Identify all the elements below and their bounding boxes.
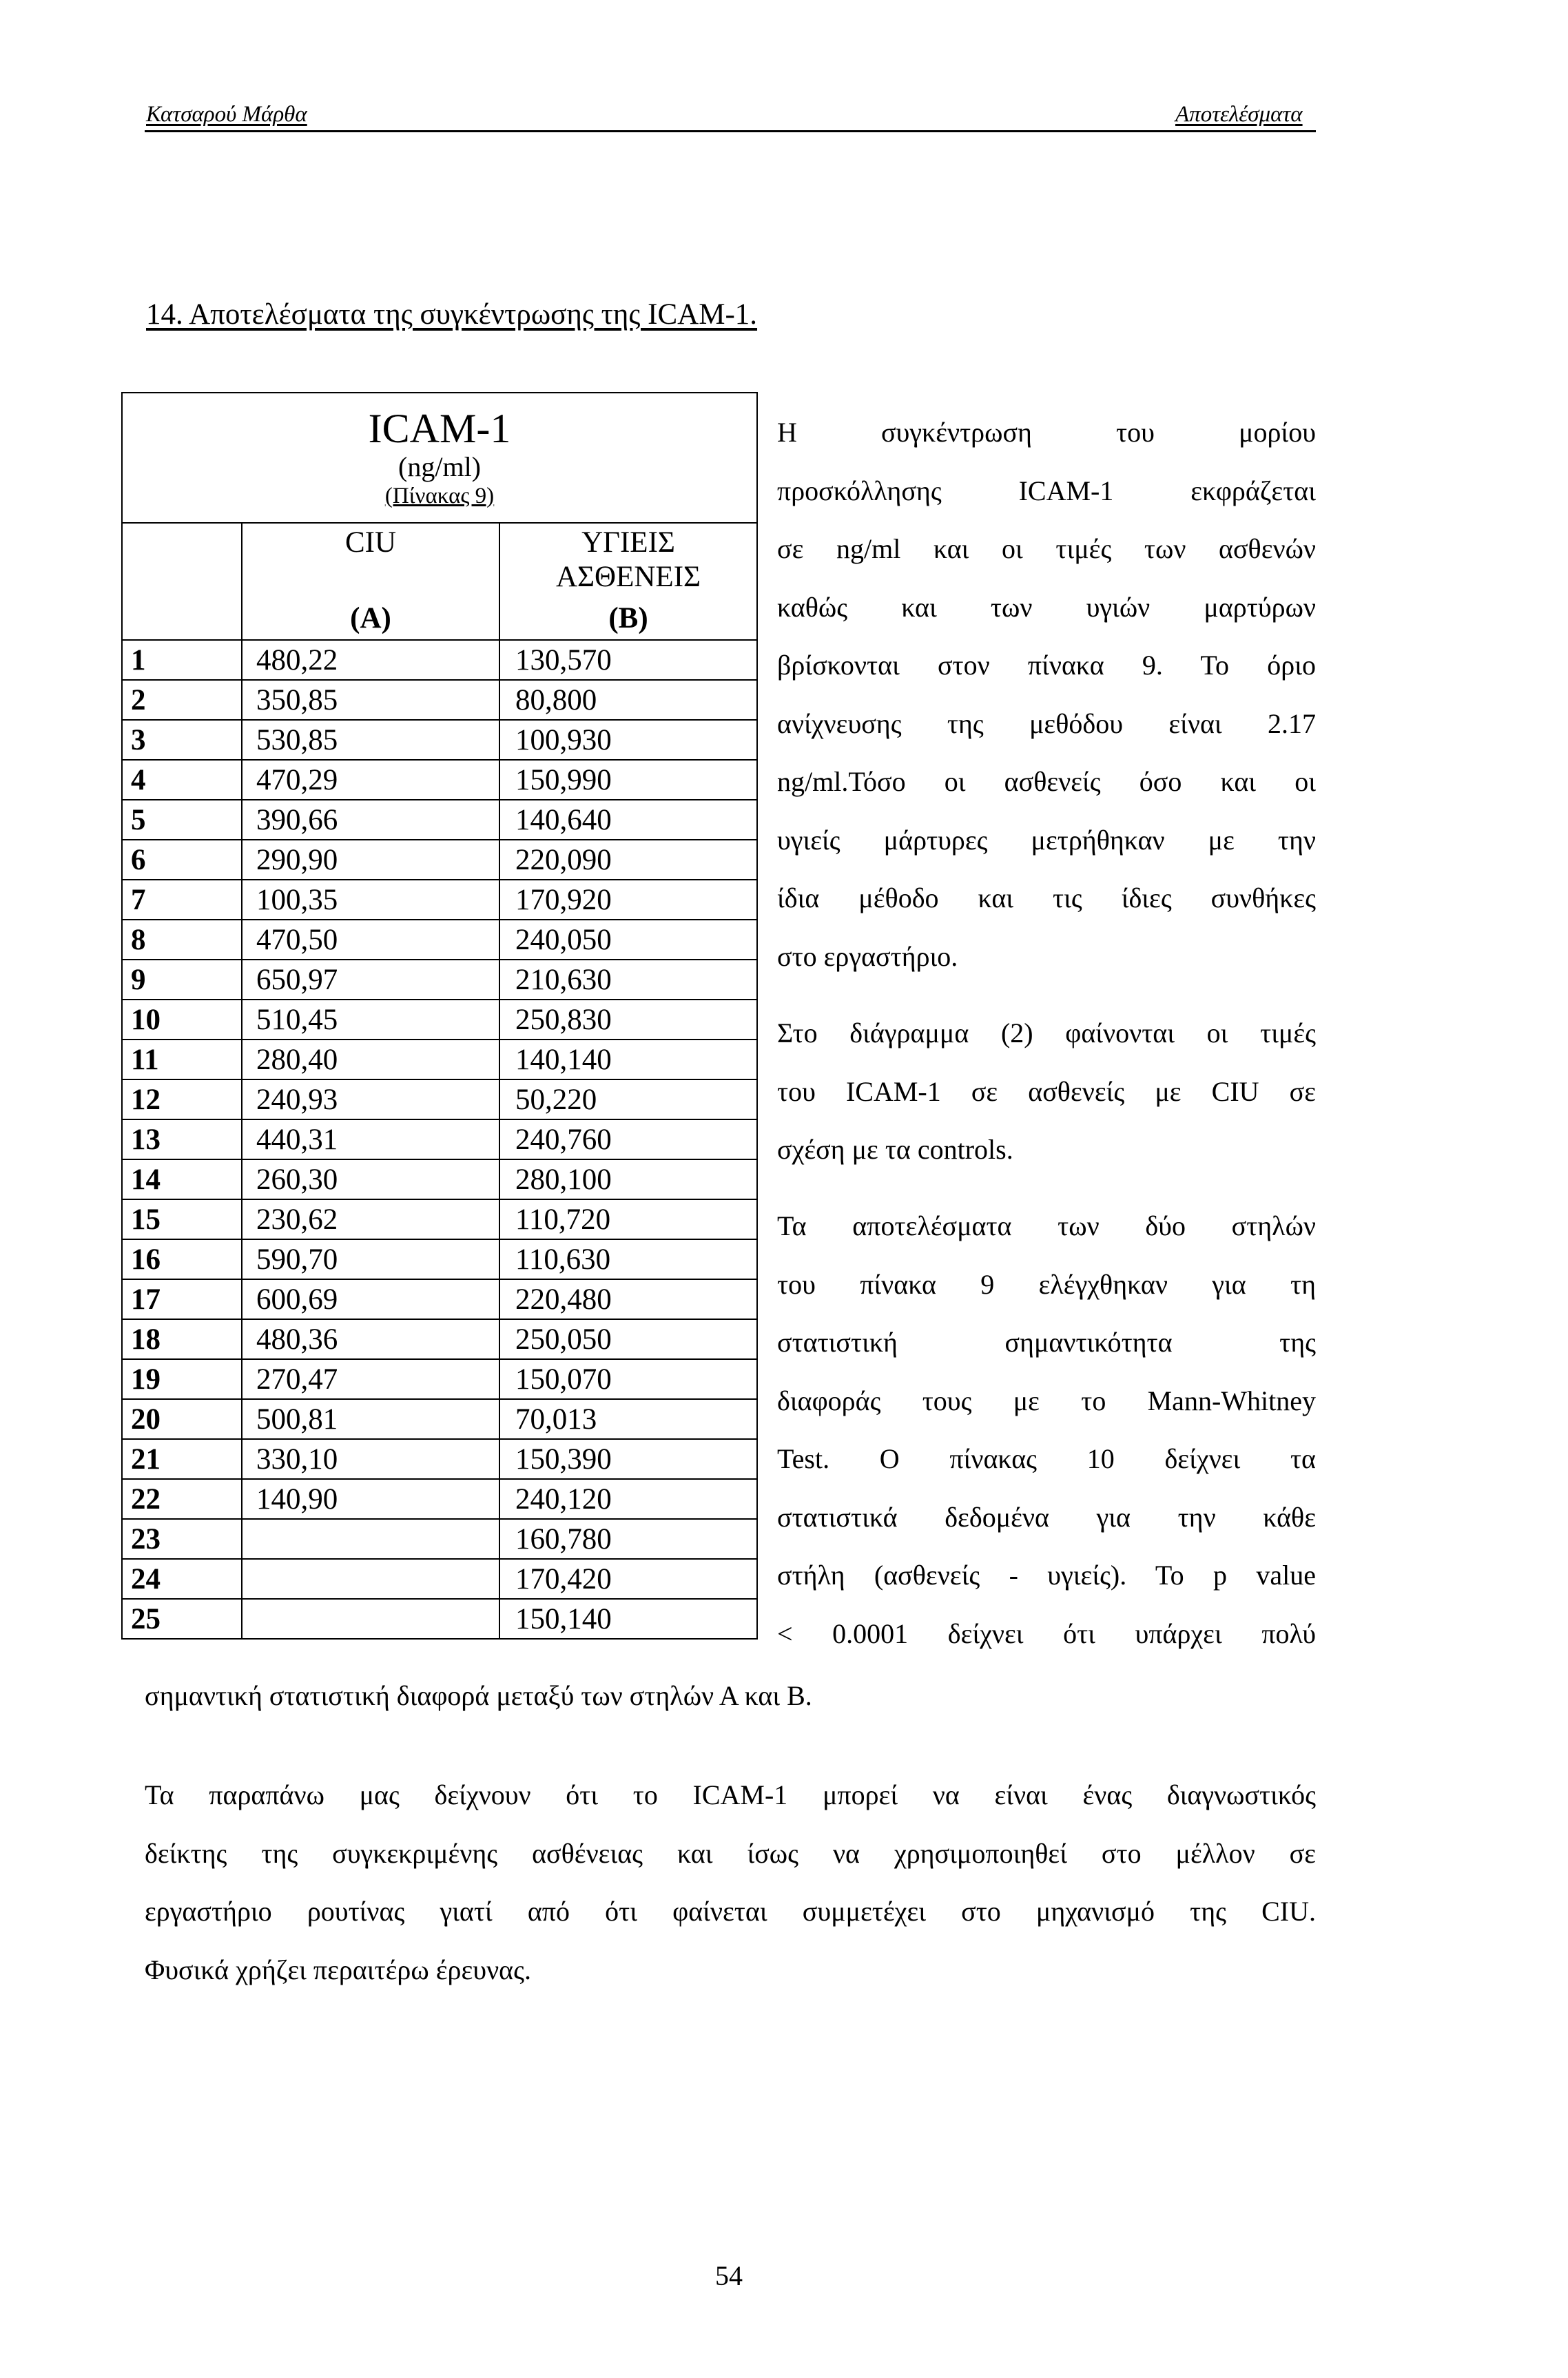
text-line: δείκτης της συγκεκριμένης ασθένειας και ίσως να χρησιμοποιηθεί στο μέλλον σε [145,1837,1316,1869]
row-number: 9 [122,960,242,1000]
table-row [122,1239,757,1279]
value-healthy: 110,630 [499,1239,757,1279]
value-healthy: 80,800 [499,680,757,720]
table-ref: (Πίνακας 9) [384,483,495,508]
row-number: 20 [122,1399,242,1439]
value-ciu: 290,90 [242,840,499,880]
text-line: ng/ml.Τόσο οι ασθενείς όσο και οι [777,766,1316,797]
header-section: Αποτελέσματα [1175,102,1303,127]
table-row [122,720,757,760]
value-ciu: 390,66 [242,800,499,840]
value-ciu: 230,62 [242,1199,499,1239]
paragraph-3-continuation [145,1667,1316,1726]
value-ciu: 500,81 [242,1399,499,1439]
row-number: 12 [122,1079,242,1119]
table-row [122,800,757,840]
row-number: 10 [122,1000,242,1040]
text-line: Test. Ο πίνακας 10 δείχνει τα [777,1443,1316,1474]
value-ciu: 650,97 [242,960,499,1000]
value-ciu [242,1559,499,1599]
text-line: στατιστική σημαντικότητα της [777,1327,1316,1358]
value-ciu: 590,70 [242,1239,499,1279]
value-healthy: 130,570 [499,640,757,680]
table-row [122,1000,757,1040]
table-row [122,1040,757,1079]
value-healthy: 250,830 [499,1000,757,1040]
conclusion-paragraph [145,1766,1316,1999]
value-healthy: 100,930 [499,720,757,760]
text-line: Τα αποτελέσματα των δύο στηλών [777,1210,1316,1241]
row-number: 13 [122,1119,242,1159]
text-line: ανίχνευσης της μεθόδου είναι 2.17 [777,707,1316,739]
table-row [122,640,757,680]
table-row [122,760,757,800]
value-healthy: 150,390 [499,1439,757,1479]
table-row [122,840,757,880]
value-healthy: 210,630 [499,960,757,1000]
value-healthy: 70,013 [499,1399,757,1439]
value-ciu: 270,47 [242,1359,499,1399]
text-line: εργαστήριο ρουτίνας γιατί από ότι φαίνεται συμμετέχει στο μηχανισμό της CIU. [145,1896,1316,1927]
side-paragraph-2 [777,1004,1316,1179]
table-row [122,1559,757,1599]
value-ciu: 280,40 [242,1040,499,1079]
page-number: 54 [715,2260,743,2291]
text-line: Φυσικά χρήζει περαιτέρω έρευνας. [145,1954,531,1985]
value-ciu: 140,90 [242,1479,499,1519]
text-line: Τα παραπάνω μας δείχνουν ότι το ICAM-1 μπορεί να είναι ένας διαγνωστικός [145,1779,1316,1810]
text-line: σχέση με τα controls. [777,1134,1013,1165]
header-rule [145,130,1316,132]
value-ciu: 480,36 [242,1319,499,1359]
table-header-col-a [242,523,499,640]
table-row [122,880,757,920]
value-ciu: 440,31 [242,1119,499,1159]
value-healthy: 50,220 [499,1079,757,1119]
value-healthy: 110,720 [499,1199,757,1239]
table-row [122,1079,757,1119]
table-unit: (ng/ml) [398,451,481,482]
row-number: 15 [122,1199,242,1239]
table-row [122,1519,757,1559]
row-number: 1 [122,640,242,680]
value-ciu: 100,35 [242,880,499,920]
row-number: 14 [122,1159,242,1199]
text-line: Η συγκέντρωση του μορίου [777,417,1316,448]
row-number: 4 [122,760,242,800]
text-line: στατιστικά δεδομένα για την κάθε [777,1501,1316,1533]
table-row [122,1599,757,1639]
table-title: ICAM-1 [368,405,511,451]
col-a-tag: (A) [350,602,391,634]
text-line: βρίσκονται στον πίνακα 9. Το όριο [777,650,1316,681]
text-line: Στο διάγραμμα (2) φαίνονται οι τιμές [777,1017,1316,1048]
value-healthy: 240,050 [499,920,757,960]
text-line: του πίνακα 9 ελέγχθηκαν για τη [777,1268,1316,1300]
table-row [122,920,757,960]
value-healthy: 250,050 [499,1319,757,1359]
table-row [122,960,757,1000]
value-healthy: 140,140 [499,1040,757,1079]
row-number: 6 [122,840,242,880]
text-line: στο εργαστήριο. [777,940,958,972]
row-number: 24 [122,1559,242,1599]
value-healthy: 150,070 [499,1359,757,1399]
table-row [122,1279,757,1319]
row-number: 5 [122,800,242,840]
row-number: 23 [122,1519,242,1559]
value-ciu: 260,30 [242,1159,499,1199]
text-line: στήλη (ασθενείς - υγιείς). Το p value [777,1560,1316,1591]
table-row [122,1319,757,1359]
side-paragraph-3 [777,1197,1316,1663]
row-number: 3 [122,720,242,760]
value-healthy: 150,140 [499,1599,757,1639]
table-row [122,1199,757,1239]
value-ciu: 480,22 [242,640,499,680]
value-ciu: 350,85 [242,680,499,720]
value-healthy: 280,100 [499,1159,757,1199]
col-b-name-line2: ΑΣΘΕΝΕΙΣ [555,561,701,593]
table-row [122,680,757,720]
col-a-name: CIU [344,526,397,559]
table-row [122,1359,757,1399]
text-line: υγιείς μάρτυρες μετρήθηκαν με την [777,824,1316,856]
table-row [122,1159,757,1199]
text-line: σε ng/ml και οι τιμές των ασθενών [777,533,1316,564]
value-ciu: 600,69 [242,1279,499,1319]
row-number: 22 [122,1479,242,1519]
section-title: 14. Αποτελέσματα της συγκέντρωσης της ICAM-1. [146,298,758,331]
value-healthy: 160,780 [499,1519,757,1559]
text-line: σημαντική στατιστική διαφορά μεταξύ των στηλών Α και Β. [145,1680,812,1711]
value-ciu: 240,93 [242,1079,499,1119]
text-line: ίδια μέθοδο και τις ίδιες συνθήκες [777,882,1316,913]
header-author: Κατσαρού Μάρθα [146,102,307,127]
value-ciu [242,1599,499,1639]
row-number: 17 [122,1279,242,1319]
value-ciu: 470,50 [242,920,499,960]
icam-table [121,392,758,1640]
table-row [122,1119,757,1159]
value-healthy: 150,990 [499,760,757,800]
value-healthy: 240,760 [499,1119,757,1159]
value-ciu: 530,85 [242,720,499,760]
value-ciu: 470,29 [242,760,499,800]
col-b-name-line1: ΥΓΙΕΙΣ [581,526,675,559]
value-healthy: 220,480 [499,1279,757,1319]
row-number: 21 [122,1439,242,1479]
value-healthy: 170,420 [499,1559,757,1599]
value-healthy: 240,120 [499,1479,757,1519]
value-ciu: 330,10 [242,1439,499,1479]
row-number: 8 [122,920,242,960]
row-number: 25 [122,1599,242,1639]
text-line: καθώς και των υγιών μαρτύρων [777,591,1316,623]
value-healthy: 140,640 [499,800,757,840]
text-line: του ICAM-1 σε ασθενείς με CIU σε [777,1075,1316,1107]
side-paragraph-1 [777,404,1316,986]
table-row [122,1479,757,1519]
text-line: προσκόλλησης ICAM-1 εκφράζεται [777,475,1316,506]
row-number: 19 [122,1359,242,1399]
value-ciu: 510,45 [242,1000,499,1040]
text-line: < 0.0001 δείχνει ότι υπάρχει πολύ [777,1617,1316,1649]
row-number: 7 [122,880,242,920]
value-healthy: 170,920 [499,880,757,920]
row-number: 2 [122,680,242,720]
value-ciu [242,1519,499,1559]
row-number: 11 [122,1040,242,1079]
row-number: 18 [122,1319,242,1359]
table-title-cell [122,393,757,523]
table-header-col-b [499,523,757,640]
text-line: διαφοράς τους με το Mann-Whitney [777,1385,1316,1416]
table-header-index [122,523,242,640]
table-row [122,1399,757,1439]
table-row [122,1439,757,1479]
row-number: 16 [122,1239,242,1279]
value-healthy: 220,090 [499,840,757,880]
col-b-tag: (B) [608,602,648,634]
